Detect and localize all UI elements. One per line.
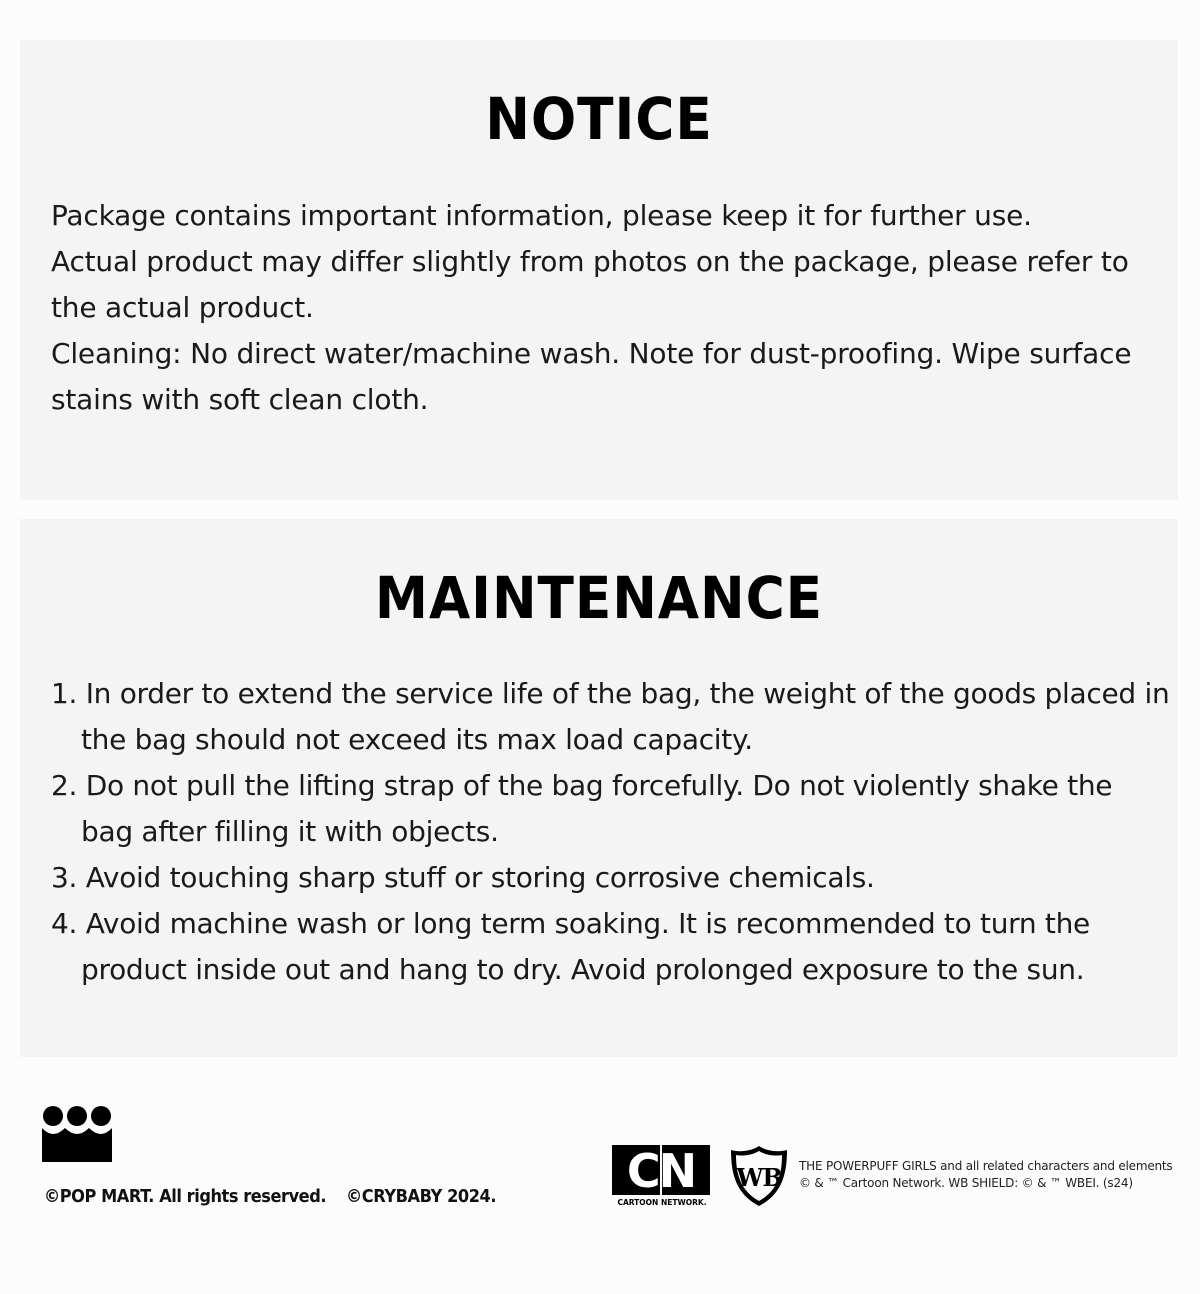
list-item: 2. Do not pull the lifting strap of the bag forcefully. Do not violently shake the bag after filling it with objects. bbox=[51, 769, 1113, 848]
maintenance-panel bbox=[20, 519, 1178, 1057]
copyright-crybaby: ©CRYBABY 2024. bbox=[346, 1186, 497, 1207]
maintenance-list bbox=[51, 671, 1171, 993]
warner-bros-shield-icon bbox=[728, 1144, 790, 1208]
legal-notice bbox=[799, 1158, 1179, 1192]
cn-logo-subtext: CARTOON NETWORK. bbox=[617, 1198, 707, 1207]
legal-line: THE POWERPUFF GIRLS and all related characters and elements bbox=[799, 1159, 1173, 1173]
notice-panel bbox=[20, 40, 1178, 500]
copyright-popmart: ©POP MART. All rights reserved. bbox=[44, 1186, 327, 1207]
cn-logo-text: CN bbox=[626, 1145, 696, 1198]
footer bbox=[0, 1060, 1200, 1294]
notice-body bbox=[51, 193, 1161, 423]
list-item: 1. In order to extend the service life of the bag, the weight of the goods placed in the bag should not exceed its max load capacity. bbox=[51, 677, 1170, 756]
maintenance-title: MAINTENANCE bbox=[374, 564, 824, 632]
pop-mart-crown-logo-icon bbox=[42, 1106, 112, 1162]
list-item: 3. Avoid touching sharp stuff or storing corrosive chemicals. bbox=[51, 861, 875, 894]
notice-paragraph: Package contains important information, please keep it for further use. bbox=[51, 199, 1032, 232]
cartoon-network-logo-icon bbox=[612, 1145, 712, 1207]
legal-line: © & ™ Cartoon Network. WB SHIELD: © & ™ WBEI. (s24) bbox=[799, 1176, 1133, 1190]
list-item: 4. Avoid machine wash or long term soaking. It is recommended to turn the product inside out and hang to dry. Avoid prolonged exposure to the sun. bbox=[51, 907, 1090, 986]
wb-logo-text: WB bbox=[736, 1163, 782, 1192]
notice-paragraph: Cleaning: No direct water/machine wash. Note for dust-proofing. Wipe surface stains with soft clean cloth. bbox=[51, 337, 1132, 416]
notice-paragraph: Actual product may differ slightly from photos on the package, please refer to the actual product. bbox=[51, 245, 1129, 324]
notice-title: NOTICE bbox=[485, 85, 713, 153]
